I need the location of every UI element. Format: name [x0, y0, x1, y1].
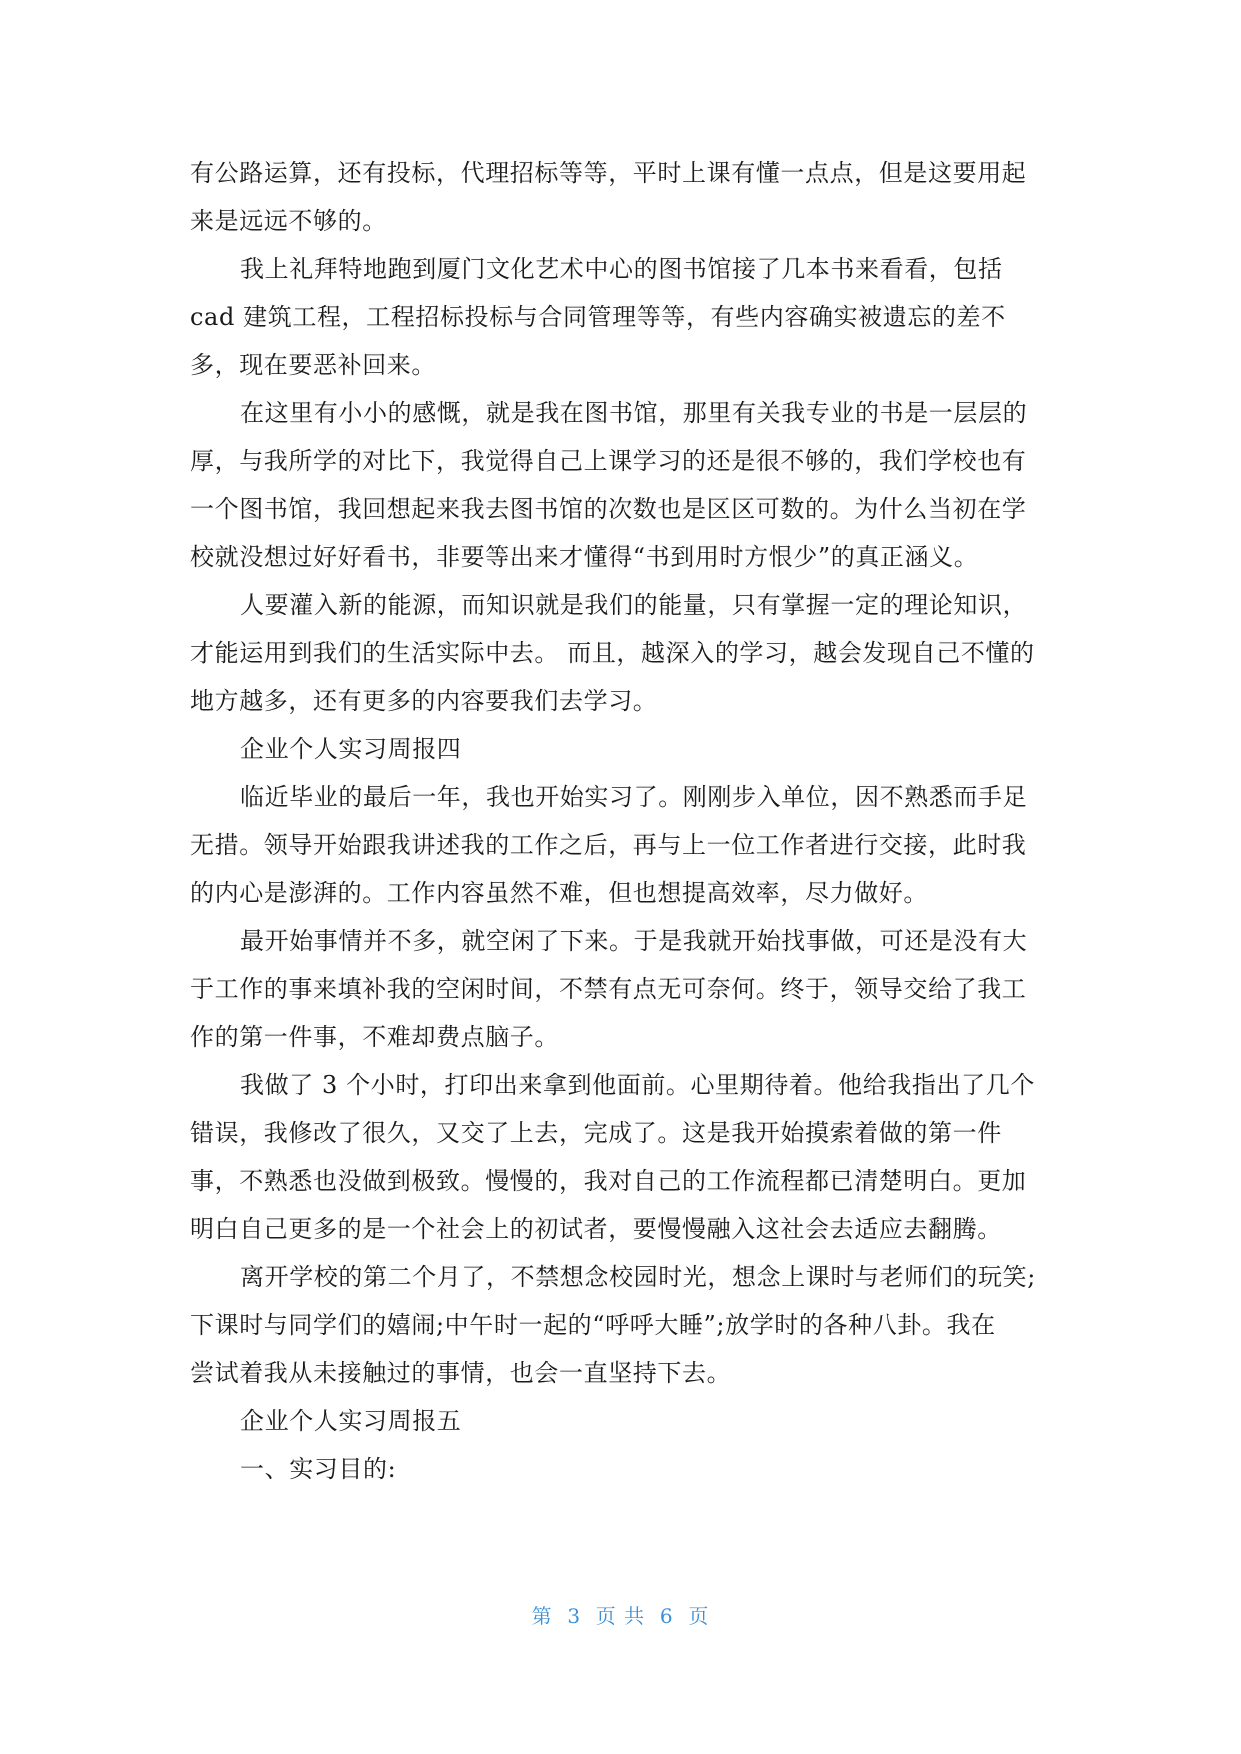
paragraph-first-line: 离开学校的第二个月了，不禁想念校园时光，想念上课时与老师们的玩笑;	[240, 1263, 1036, 1291]
section-heading: 企业个人实习周报五	[240, 1407, 462, 1435]
body-line: 校就没想过好好看书，非要等出来才懂得“书到用时方恨少”的真正涵义。	[190, 543, 979, 571]
body-line: 来是远远不够的。	[190, 207, 387, 235]
body-line: 厚，与我所学的对比下，我觉得自己上课学习的还是很不够的，我们学校也有	[190, 447, 1027, 475]
body-line: cad 建筑工程，工程招标投标与合同管理等等，有些内容确实被遗忘的差不	[190, 303, 1006, 331]
paragraph-first-line: 在这里有小小的感慨，就是我在图书馆，那里有关我专业的书是一层层的	[240, 399, 1028, 427]
body-line: 多，现在要恶补回来。	[190, 351, 436, 379]
paragraph-first-line: 临近毕业的最后一年，我也开始实习了。刚刚步入单位，因不熟悉而手足	[240, 783, 1028, 811]
body-line: 的内心是澎湃的。工作内容虽然不难，但也想提高效率，尽力做好。	[190, 879, 928, 907]
paragraph-first-line: 人要灌入新的能源，而知识就是我们的能量，只有掌握一定的理论知识，	[240, 591, 1028, 619]
body-line: 无措。领导开始跟我讲述我的工作之后，再与上一位工作者进行交接，此时我	[190, 831, 1027, 859]
body-line: 作的第一件事，不难却费点脑子。	[190, 1023, 559, 1051]
section-heading: 企业个人实习周报四	[240, 735, 462, 763]
page-number-footer: 第 3 页 共 6 页	[531, 1604, 710, 1628]
body-line: 明白自己更多的是一个社会上的初试者，要慢慢融入这社会去适应去翻腾。	[190, 1215, 1002, 1243]
body-line: 有公路运算，还有投标，代理招标等等，平时上课有懂一点点，但是这要用起	[190, 159, 1027, 187]
body-line: 尝试着我从未接触过的事情，也会一直坚持下去。	[190, 1359, 732, 1387]
body-line: 下课时与同学们的嬉闹;中午时一起的“呼呼大睡”;放学时的各种八卦。我在	[190, 1311, 996, 1339]
body-line: 一个图书馆，我回想起来我去图书馆的次数也是区区可数的。为什么当初在学	[190, 495, 1027, 523]
subsection-heading: 一、实习目的:	[240, 1455, 397, 1483]
body-line: 错误，我修改了很久，又交了上去，完成了。这是我开始摸索着做的第一件	[190, 1119, 1002, 1147]
body-line: 于工作的事来填补我的空闲时间，不禁有点无可奈何。终于，领导交给了我工	[190, 975, 1027, 1003]
body-line: 才能运用到我们的生活实际中去。 而且，越深入的学习，越会发现自己不懂的	[190, 639, 1035, 667]
paragraph-first-line: 我上礼拜特地跑到厦门文化艺术中心的图书馆接了几本书来看看，包括	[240, 255, 1003, 283]
paragraph-first-line: 最开始事情并不多，就空闲了下来。于是我就开始找事做，可还是没有大	[240, 927, 1028, 955]
paragraph-first-line: 我做了 3 个小时，打印出来拿到他面前。心里期待着。他给我指出了几个	[240, 1071, 1035, 1099]
body-line: 地方越多，还有更多的内容要我们去学习。	[190, 687, 658, 715]
body-line: 事，不熟悉也没做到极致。慢慢的，我对自己的工作流程都已清楚明白。更加	[190, 1167, 1027, 1195]
